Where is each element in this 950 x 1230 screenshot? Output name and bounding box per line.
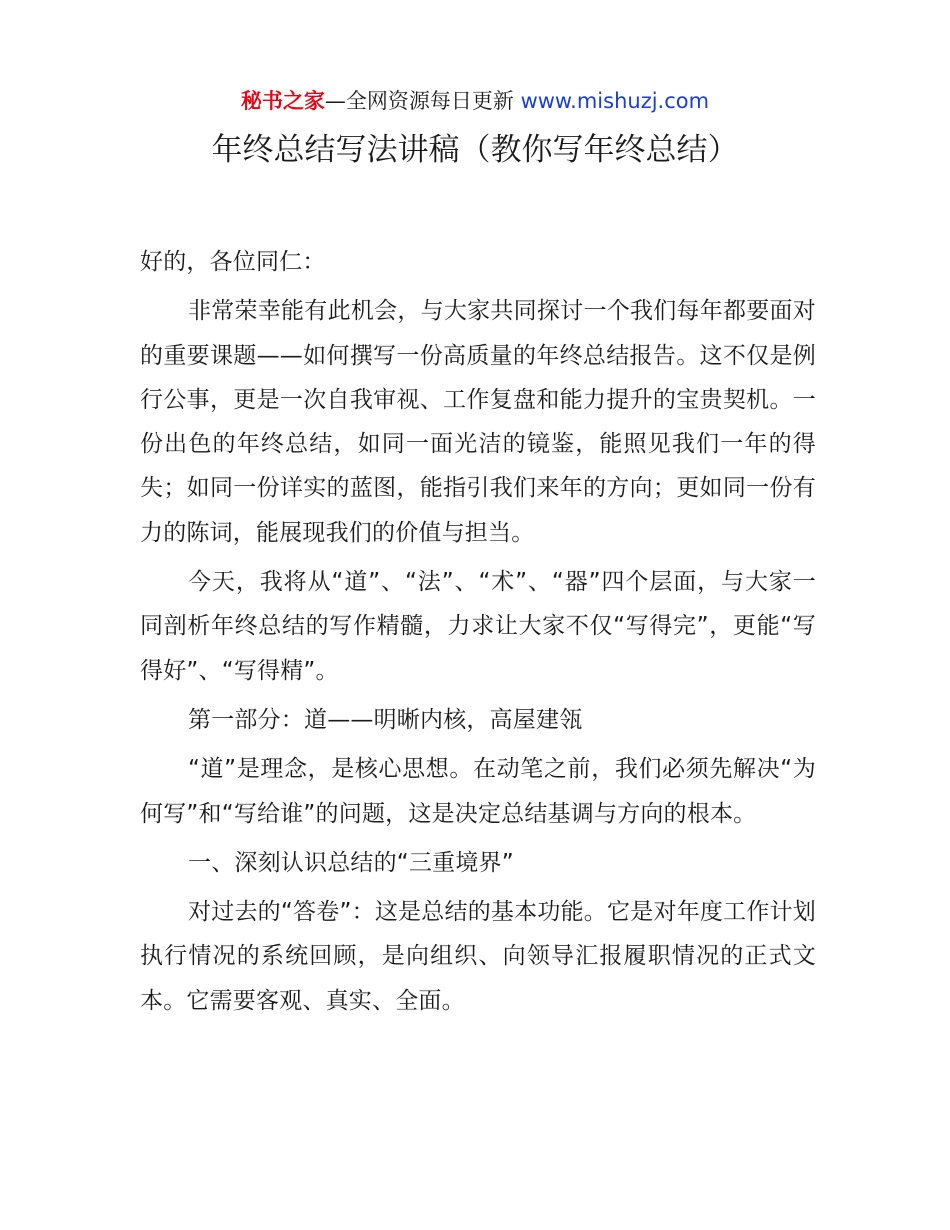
subheading-three-realms: 一、深刻认识总结的“三重境界” [188, 849, 514, 876]
overview-paragraph: 今天，我将从“道”、“法”、“术”、“器”四个层面，与大家一同剖析年终总结的写作精髓，力求让大家不仅“写得完”，更能“写得好”、“写得精”。 [140, 569, 816, 684]
salutation-paragraph: 好的，各位同仁： [140, 249, 326, 275]
section-heading-part-one: 第一部分：道——明晰内核，高屋建瓴 [188, 706, 583, 733]
dao-paragraph: “道”是理念，是核心思想。在动笔之前，我们必须先解决“为何写”和“写给谁”的问题，这是决定总结基调与方向的根本。 [140, 756, 816, 827]
header-tagline: —全网资源每日更新 [324, 89, 521, 113]
document-title: 年终总结写法讲稿（教你写年终总结） [211, 132, 739, 168]
brand-name: 秘书之家 [240, 89, 325, 113]
document-body [140, 240, 816, 1023]
intro-paragraph: 非常荣幸能有此机会，与大家共同探讨一个我们每年都要面对的重要课题——如何撰写一份高质量的年终总结报告。这不仅是例行公事，更是一次自我审视、工作复盘和能力提升的宝贵契机。一份出色的年终总结，如同一面光洁的镜鉴，能照见我们一年的得失；如同一份详实的蓝图，能指引我们来年的方向；更如同一份有力的陈词，能展现我们的价值与担当。 [140, 298, 816, 546]
site-url-link[interactable]: www.mishuzj.com [520, 89, 710, 113]
site-header [0, 86, 950, 116]
answer-sheet-paragraph: 对过去的“答卷”：这是总结的基本功能。它是对年度工作计划执行情况的系统回顾，是向组织、向领导汇报履职情况的正式文本。它需要客观、真实、全面。 [140, 899, 816, 1014]
